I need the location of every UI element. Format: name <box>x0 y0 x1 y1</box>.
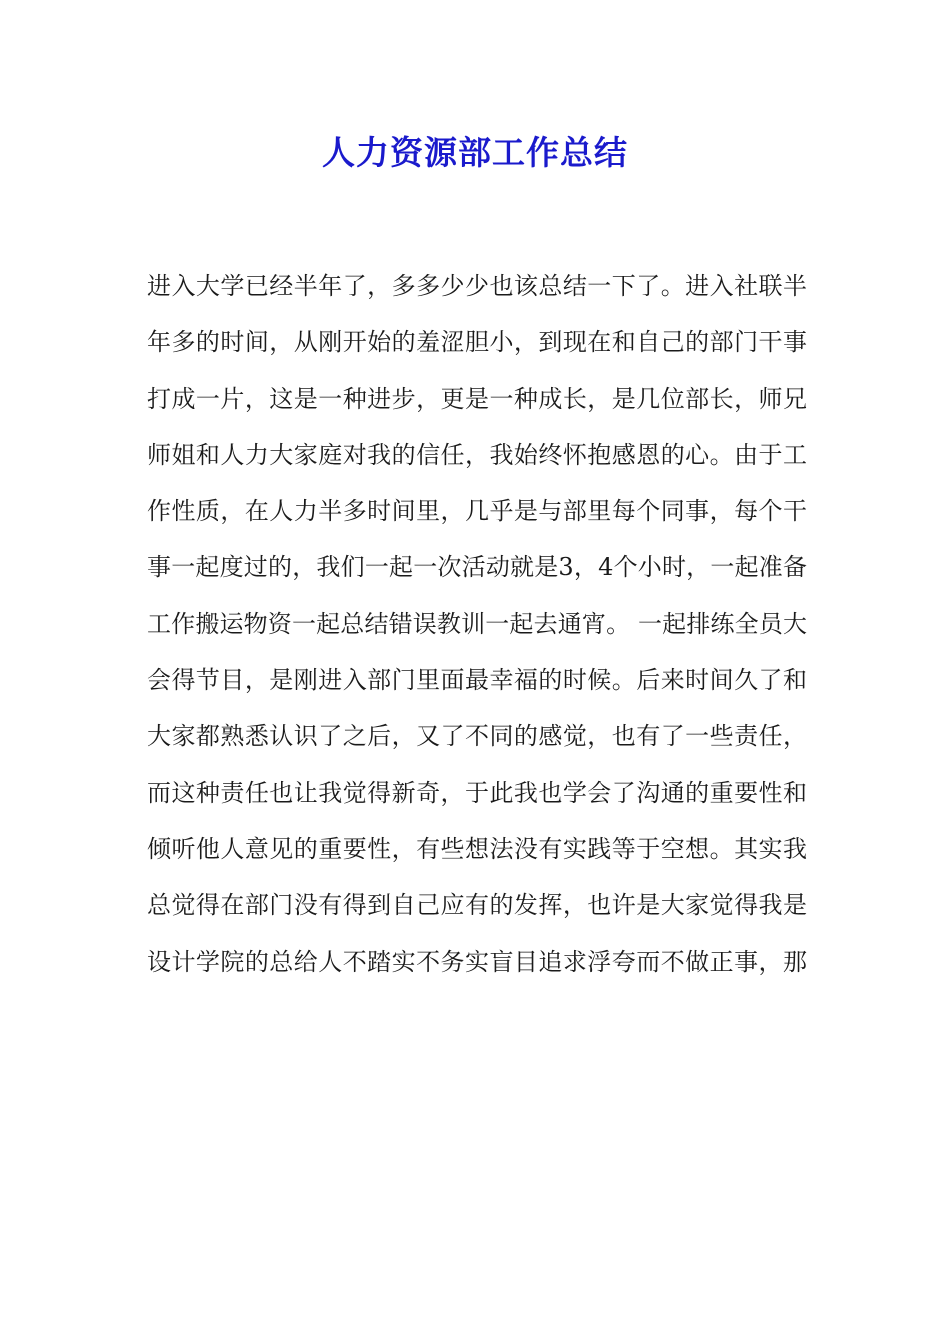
body-line-2: 年多的时间，从刚开始的羞涩胆小，到现在和自己的部门干事 <box>147 328 807 357</box>
body-line-7: 工作搬运物资一起总结错误教训一起去通宵。 一起排练全员大 <box>147 609 807 638</box>
body-line-12: 总觉得在部门没有得到自己应有的发挥，也许是大家觉得我是 <box>147 891 807 920</box>
body-line-9: 大家都熟悉认识了之后，又了不同的感觉，也有了一些责任， <box>147 722 807 751</box>
document-title: 人力资源部工作总结 <box>322 133 628 172</box>
body-line-4: 师姐和人力大家庭对我的信任，我始终怀抱感恩的心。由于工 <box>147 440 807 469</box>
body-line-13: 设计学院的总给人不踏实不务实盲目追求浮夸而不做正事，那 <box>147 947 807 976</box>
body-line-5: 作性质，在人力半多时间里，几乎是与部里每个同事，每个干 <box>147 497 807 526</box>
body-line-11: 倾听他人意见的重要性，有些想法没有实践等于空想。其实我 <box>147 834 807 863</box>
body-line-8: 会得节目，是刚进入部门里面最幸福的时候。后来时间久了和 <box>147 666 807 695</box>
document-body <box>147 258 807 990</box>
body-line-3: 打成一片，这是一种进步，更是一种成长，是几位部长，师兄 <box>147 384 807 413</box>
body-line-6: 事一起度过的，我们一起一次活动就是3，4个小时，一起准备 <box>147 553 807 582</box>
body-line-10: 而这种责任也让我觉得新奇，于此我也学会了沟通的重要性和 <box>147 778 807 807</box>
body-line-1: 进入大学已经半年了，多多少少也该总结一下了。进入社联半 <box>147 272 807 300</box>
